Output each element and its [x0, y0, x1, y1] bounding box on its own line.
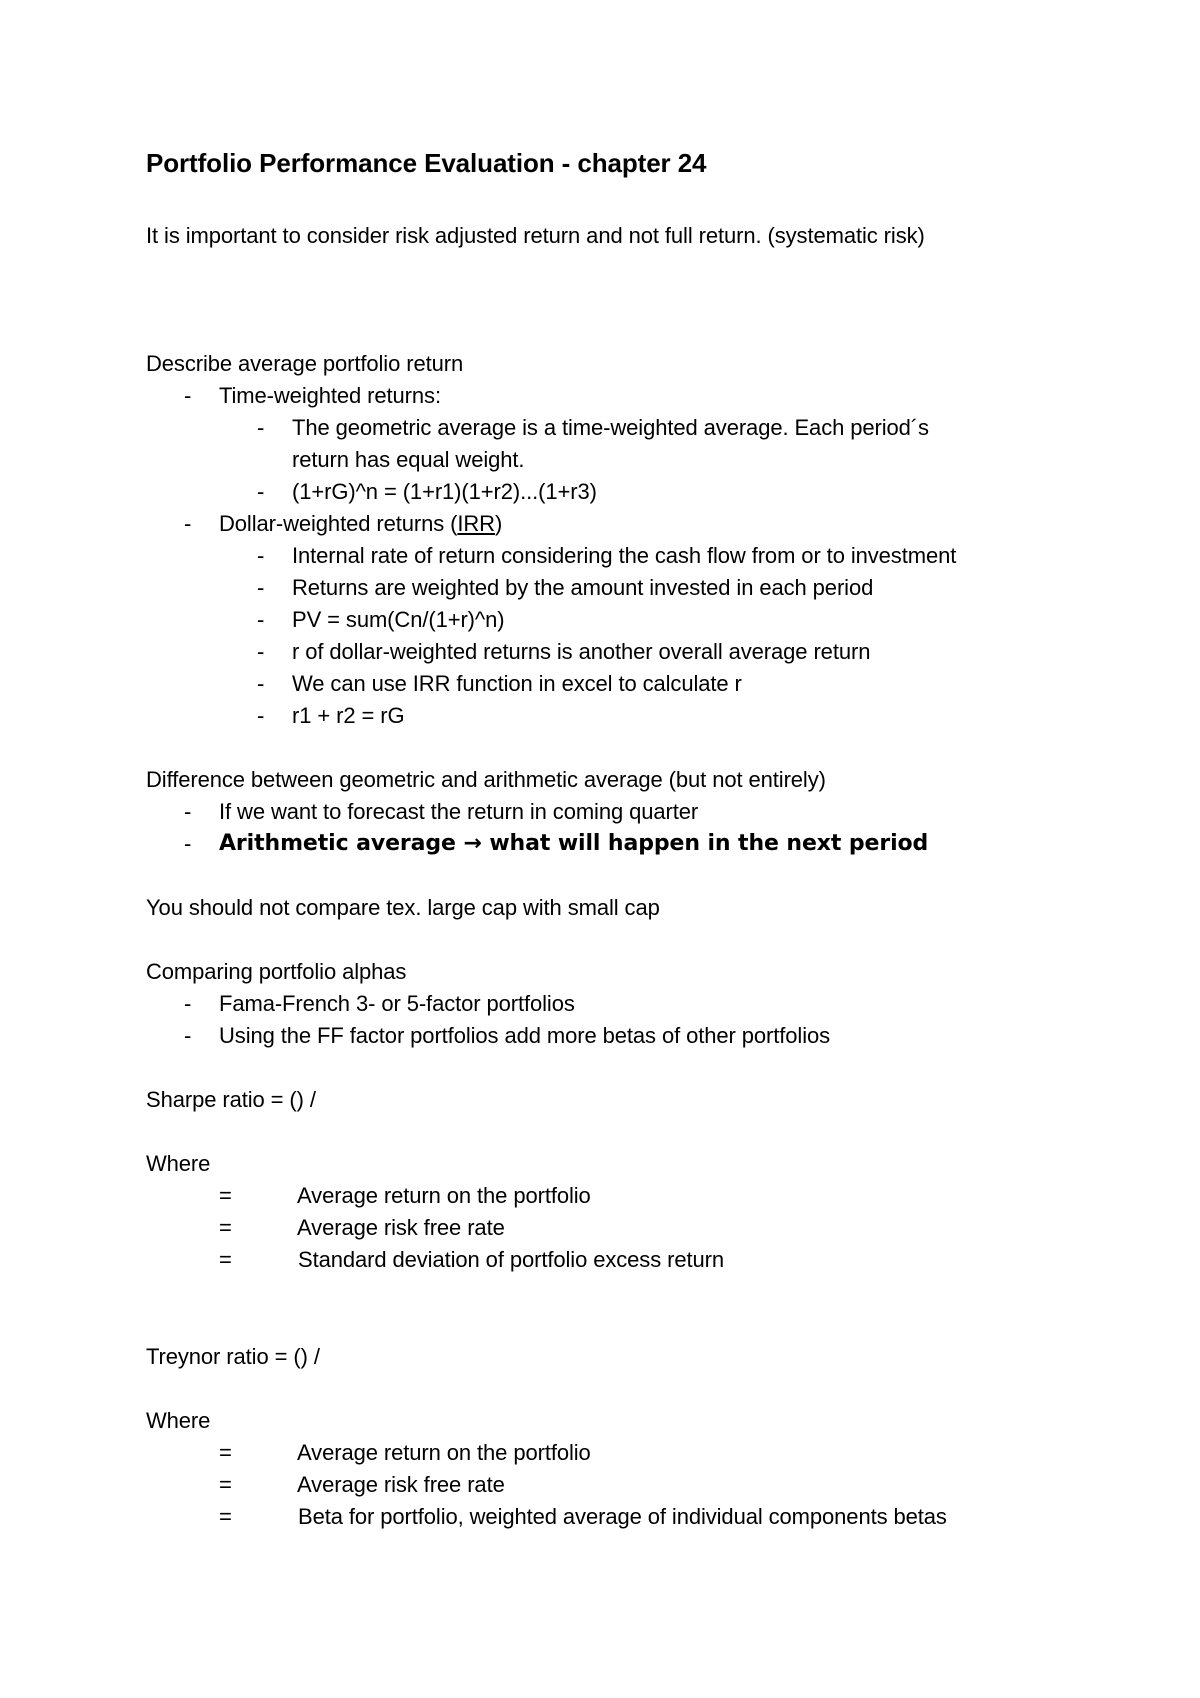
list-item-excel-irr: We can use IRR function in excel to calculate r	[292, 671, 742, 696]
sharpe-def-return: Average return on the portfolio	[297, 1183, 591, 1208]
list-item-fama-french: Fama-French 3- or 5-factor portfolios	[219, 991, 575, 1016]
treynor-where: Where	[146, 1408, 211, 1433]
compare-note: You should not compare tex. large cap with small cap	[146, 895, 660, 920]
list-item-time-weighted: Time-weighted returns:	[219, 383, 441, 408]
list-item-weighted: Returns are weighted by the amount invested in each period	[292, 575, 874, 600]
list-item-forecast: If we want to forecast the return in coming quarter	[219, 799, 699, 824]
treynor-formula: Treynor ratio = () /	[146, 1344, 320, 1369]
bullet-dash: -	[184, 383, 192, 408]
bullet-dash: -	[184, 1023, 192, 1048]
intro-text: It is important to consider risk adjusted return and not full return. (systematic risk)	[146, 223, 925, 248]
sharpe-where: Where	[146, 1151, 211, 1176]
section-heading-difference: Difference between geometric and arithmetic average (but not entirely)	[146, 767, 826, 792]
sharpe-formula: Sharpe ratio = () /	[146, 1087, 316, 1112]
bullet-dash: -	[257, 671, 265, 696]
equals-sign: =	[219, 1440, 232, 1465]
list-item-arithmetic-bold: Arithmetic average → what will happen in the next period	[219, 831, 929, 856]
bullet-dash: -	[257, 479, 265, 504]
list-item-geometric: The geometric average is a time-weighted average. Each period´s	[292, 415, 929, 440]
treynor-def-riskfree: Average risk free rate	[297, 1472, 505, 1497]
list-item-r-overall: r of dollar-weighted returns is another overall average return	[292, 639, 871, 664]
list-item-ff-betas: Using the FF factor portfolios add more betas of other portfolios	[219, 1023, 831, 1048]
dollar-weighted-close: )	[494, 511, 503, 536]
list-item-dollar-weighted	[219, 510, 502, 538]
list-item-pv-formula: PV = sum(Cn/(1+r)^n)	[292, 607, 505, 632]
list-item-r-sum: r1 + r2 = rG	[292, 703, 405, 728]
bullet-dash: -	[184, 511, 192, 536]
bullet-dash: -	[184, 831, 192, 856]
section-heading-alphas: Comparing portfolio alphas	[146, 959, 407, 984]
equals-sign: =	[219, 1504, 232, 1529]
bullet-dash: -	[184, 799, 192, 824]
sharpe-def-riskfree: Average risk free rate	[297, 1215, 505, 1240]
bullet-dash: -	[257, 543, 265, 568]
treynor-def-return: Average return on the portfolio	[297, 1440, 591, 1465]
sharpe-def-stddev: Standard deviation of portfolio excess return	[298, 1247, 724, 1272]
dollar-weighted-label: Dollar-weighted returns (	[219, 511, 458, 536]
irr-underlined: IRR	[457, 511, 495, 536]
equals-sign: =	[219, 1247, 232, 1272]
bullet-dash: -	[257, 607, 265, 632]
list-item-geometric-cont: return has equal weight.	[292, 447, 525, 472]
bullet-dash: -	[257, 575, 265, 600]
equals-sign: =	[219, 1472, 232, 1497]
section-heading-describe: Describe average portfolio return	[146, 351, 464, 376]
bullet-dash: -	[257, 703, 265, 728]
equals-sign: =	[219, 1183, 232, 1208]
bullet-dash: -	[257, 639, 265, 664]
bullet-dash: -	[184, 991, 192, 1016]
treynor-def-beta: Beta for portfolio, weighted average of individual components betas	[298, 1504, 947, 1529]
page-title: Portfolio Performance Evaluation - chapter 24	[146, 148, 707, 178]
list-item-formula-rg: (1+rG)^n = (1+r1)(1+r2)...(1+r3)	[292, 479, 597, 504]
list-item-irr-def: Internal rate of return considering the cash flow from or to investment	[292, 543, 957, 568]
equals-sign: =	[219, 1215, 232, 1240]
bullet-dash: -	[257, 415, 265, 440]
